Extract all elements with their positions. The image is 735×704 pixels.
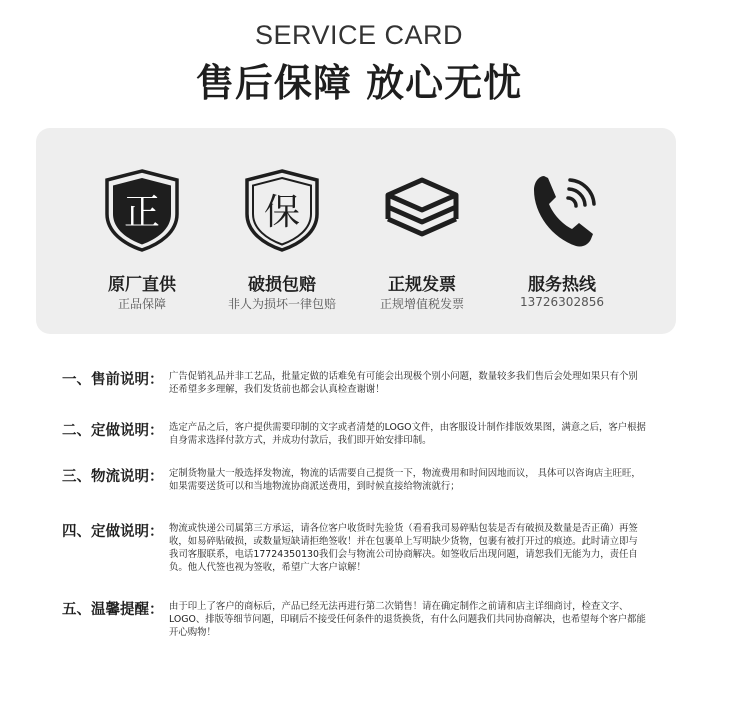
note-label: 一、售前说明： — [62, 372, 164, 388]
feature-subtitle: 13726302856 — [520, 295, 604, 309]
svg-text:正: 正 — [123, 192, 161, 233]
note-text: 选定产品之后，客户提供需要印制的文字或者清楚的LOGO文件，由客服设计制作排版效果图，满意之后，客户根据自身需求选择付款方式，并成功付款后，我们即开始安排印制。 — [169, 422, 646, 446]
svg-text:保: 保 — [263, 192, 301, 233]
note-label: 三、物流说明： — [62, 469, 164, 485]
note-text: 广告促销礼品并非工艺品，批量定做的话难免有可能会出现极个别小问题，数量较多我们售后会处理如果只有个别还希望多多理解，我们发货前也都会认真检查谢谢！ — [169, 371, 638, 395]
feature-subtitle: 非人为损坏一律包赔 — [227, 297, 336, 311]
feature-title: 正规发票 — [388, 275, 456, 295]
note-label: 五、温馨提醒： — [62, 602, 164, 618]
note-text: 物流或快递公司属第三方承运，请各位客户收货时先验货（看看我司易碎贴包装是否有破损及数量是否正确）再签收，如易碎贴破损，或数量短缺请拒绝签收！并在包裹单上写明缺少货物，包裹有被打开过的痕迹。此时请立即与我司客服联系，电话17724350130我们会与物流公司协商解决。如签收后出现问题，请恕我们无能为力，责任自负。他人代签也视为签收，希望广大客户谅解！ — [169, 523, 638, 573]
feature-title: 破损包赔 — [248, 275, 316, 295]
note-text: 定制货物量大一般选择发物流，物流的话需要自己提货一下，物流费用和时间因地而议， 具体可以咨询店主旺旺，如果需要送货可以和当地物流协商派送费用，到时候直接给物流就行； — [169, 468, 641, 492]
feature-title: 原厂直供 — [108, 275, 176, 295]
feature-title: 服务热线 — [528, 275, 596, 295]
feature-subtitle: 正规增值税发票 — [379, 297, 464, 311]
header-title-en: SERVICE CARD — [254, 20, 464, 50]
note-label: 二、定做说明： — [62, 423, 164, 439]
feature-subtitle: 正品保障 — [117, 297, 166, 311]
header-title-cn: 售后保障 放心无忧 — [195, 61, 523, 105]
note-label: 四、定做说明： — [62, 524, 164, 540]
note-text: 由于印上了客户的商标后，产品已经无法再进行第二次销售！请在确定制作之前请和店主详细商讨，检查文字、LOGO、排版等细节问题，印刷后不接受任何条件的退货换货，有什么问题我们共同协商解决，也希望每个客户都能开心购物！ — [169, 601, 646, 638]
